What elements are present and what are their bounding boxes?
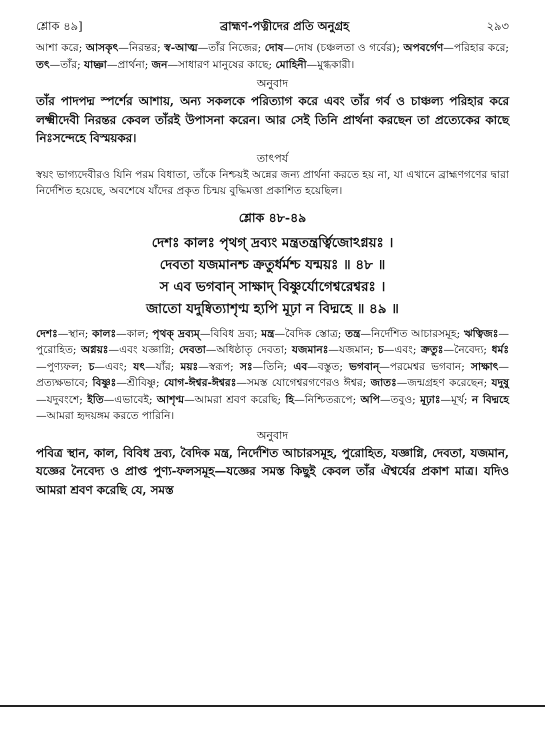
purport-text: স্বয়ং ভাগ্যদেবীরও যিনি পরম বিধাতা, তাঁকে নিশ্চয়ই অন্নের জন্য প্রার্থনা করতে হয় না, যা এখানে ব্রাহ্মণগণের দ্বারা নির্দেশিত হয়েছে, অবশেষে যাঁদের প্রকৃত চিন্ময় বুদ্ধিমত্তা প্রকাশিত হয়েছিল।	[36, 168, 509, 197]
term-meaning: —প্রার্থনা;	[106, 58, 152, 71]
sanskrit-term: অপবর্গেণ	[403, 42, 444, 54]
sanskrit-term: চ	[88, 360, 95, 373]
sanskrit-term: স্ব-আত্ম	[164, 42, 198, 54]
translation-text: পবিত্র স্থান, কাল, বিবিধ দ্রব্য, বৈদিক মন্ত্র, নির্দেশিত আচারসমূহ, পুরোহিত, যজ্ঞাগ্নি, দেবতা, যজমান, যজ্ঞের নৈবেদ্য ও প্রাপ্ত পুণ্য-ফলসমূহ—যজ্ঞের সমস্ত কিছুই কেবল তাঁর ঐশ্বর্যের প্রকাশ মাত্র। যদিও আমরা শ্রবণ করেছি যে, সমস্ত	[36, 445, 509, 497]
term-meaning: —স্থান;	[57, 327, 93, 340]
translation-text: তাঁর পাদপদ্ম স্পর্শের আশায়, অন্য সকলকে পরিত্যাগ করে এবং তাঁর গর্ব ও চাঞ্চল্য পরিহার করে লক্ষ্মীদেবী নিরন্তর কেবল তাঁরই উপাসনা করেন। আর সেই তিনি প্রার্থনা করছেন তা প্রত্যেকের কাছে নিঃসন্দেহে বিস্ময়কর।	[36, 94, 509, 145]
term-meaning: —পরিহার করে;	[443, 42, 509, 54]
term-meaning: —এবং;	[94, 360, 134, 373]
term-meaning: —শ্রীবিষ্ণু;	[116, 377, 164, 389]
term-meaning: —দোষ (চঞ্চলতা ও গর্বের);	[283, 42, 404, 54]
sanskrit-term: ময়ঃ	[180, 360, 199, 373]
sanskrit-term: দোষ	[264, 42, 284, 54]
verse-line: জাতো যদুষ্বিত্যাশৃণ্ম হ্যপি মূঢ়া ন বিদ্মহে ॥ ৪৯ ॥	[146, 300, 399, 317]
sanskrit-term: ভগবান্	[349, 360, 380, 373]
translation-heading: অনুবাদ	[256, 77, 289, 90]
term-meaning: —পুণ্যফল;	[36, 360, 89, 373]
sanskrit-term: এব	[293, 360, 308, 373]
purport-heading: তাৎপর্য	[256, 151, 289, 165]
term-meaning: —প্রত্যক্ষভাবে;	[36, 360, 510, 389]
sanskrit-term: মূঢ়াঃ	[420, 393, 441, 406]
page-bottom-rule	[0, 705, 545, 707]
sanskrit-term: সাক্ষাৎ	[471, 360, 499, 373]
sanskrit-term: ইতি	[87, 393, 104, 406]
sanskrit-term: যজমানঃ	[291, 344, 329, 356]
term-meaning: —এভাবেই;	[103, 393, 157, 406]
term-meaning: —পুরোহিত;	[36, 327, 509, 356]
sanskrit-term: ঋত্বিজঃ	[463, 327, 499, 340]
sanskrit-term: আশৃণ্ম	[156, 393, 185, 406]
term-meaning: আশা করে;	[36, 42, 86, 54]
term-meaning: —মুগ্ধকারী।	[306, 58, 355, 71]
term-meaning: —মূর্খ;	[440, 393, 472, 406]
sanskrit-term: আসকৃৎ	[85, 42, 119, 54]
sanskrit-term: তৎ	[36, 58, 50, 71]
term-meaning: —আমরা হৃদয়ঙ্গম করতে পারিনি।	[36, 410, 175, 422]
term-meaning: —এবং যজ্ঞাগ্নি;	[108, 344, 179, 356]
term-meaning: —নৈবেদ্য;	[443, 344, 492, 356]
sanskrit-term: যোগ-ঈশ্বর-ঈশ্বরঃ	[163, 377, 237, 389]
sanskrit-term: ক্রতুঃ	[420, 344, 444, 356]
sanskrit-term: দেবতা	[178, 344, 206, 356]
sanskrit-term: অপি	[360, 393, 380, 406]
term-meaning: —সাধারণ মানুষের কাছে;	[167, 58, 276, 71]
term-meaning: —অধিষ্ঠাতৃ দেবতা;	[205, 344, 292, 356]
term-meaning: —আমরা শ্রবণ করেছি;	[184, 393, 286, 406]
term-meaning: —বিবিধ দ্রব্য;	[199, 327, 262, 340]
term-meaning: —নিশ্চিতরূপে;	[294, 393, 361, 406]
verse-line: দেশঃ কালঃ পৃথগ্ দ্রব্যং মন্ত্রতন্ত্রর্ত্বিজোঽগ্নয়ঃ ।	[151, 234, 394, 251]
term-meaning: —তিনি;	[252, 360, 294, 373]
sanskrit-term: যদুষু	[491, 377, 509, 389]
term-meaning: —বস্তুত;	[307, 360, 350, 373]
verse-heading: শ্লোক ৪৮-৪৯	[238, 209, 307, 225]
sanskrit-term: জন	[151, 58, 168, 71]
sanskrit-term: চ	[378, 344, 384, 356]
term-meaning: —কাল;	[116, 327, 153, 340]
sanskrit-term: মন্ত্র	[261, 327, 275, 340]
term-meaning: —যজমান;	[328, 344, 378, 356]
running-header	[36, 18, 509, 40]
sanskrit-term: তন্ত্র	[345, 327, 361, 340]
term-meaning: —তাঁর নিজের;	[197, 42, 265, 54]
term-meaning: —এবং;	[383, 344, 421, 356]
sanskrit-term: ধর্মঃ	[491, 344, 510, 356]
term-meaning: —তবুও;	[379, 393, 421, 406]
term-meaning: —যদুবংশে;	[36, 393, 88, 406]
term-meaning: —বৈদিক স্তোত্র;	[274, 327, 346, 340]
sanskrit-term: সঃ	[239, 360, 253, 373]
sanskrit-term: অগ্নয়ঃ	[81, 344, 109, 356]
sanskrit-term: দেশঃ	[36, 327, 58, 340]
term-meaning: —জন্মগ্রহণ করেছেন;	[396, 377, 492, 389]
header-verse-ref: শ্লোক ৪৯]	[36, 19, 83, 33]
sanskrit-term: মোহিনী	[275, 58, 307, 71]
sanskrit-term: হি	[285, 393, 295, 406]
word-meanings-continued	[36, 40, 509, 73]
page-number: ২৯৩	[486, 19, 509, 33]
sanskrit-term: কালঃ	[92, 327, 117, 340]
term-meaning: —স্বরূপ;	[198, 360, 240, 373]
sanskrit-term: যাচ্ঞা	[84, 58, 107, 71]
header-chapter-title: ব্রাহ্মণ-পত্নীদের প্রতি অনুগ্রহ	[220, 19, 350, 33]
verse-line: দেবতা যজমানশ্চ ক্রতুর্ধর্মশ্চ যন্ময়ঃ ॥ ৪৮ ॥	[159, 256, 386, 273]
sanskrit-term: ন বিদ্মহে	[471, 393, 509, 406]
word-meanings	[36, 326, 509, 425]
verse-line: স এব ভগবান্ সাক্ষাদ্ বিষ্ণুর্যোগেশ্বরেশ্বরঃ ।	[159, 278, 386, 295]
term-meaning: —যাঁর;	[145, 360, 181, 373]
sanskrit-term: জাতঃ	[370, 377, 397, 389]
sanskrit-term: বিষ্ণুঃ	[92, 377, 117, 389]
sanskrit-term: যৎ	[133, 360, 146, 373]
term-meaning: —নির্দেশিত আচারসমূহ;	[360, 327, 464, 340]
term-meaning: —নিরন্তর;	[118, 42, 165, 54]
sanskrit-term: পৃথক্ দ্রব্যম্	[152, 327, 200, 340]
book-page	[36, 18, 509, 499]
term-meaning: —সমস্ত যোগেশ্বরগণেরও ঈশ্বর;	[236, 377, 371, 389]
term-meaning: —তাঁর;	[49, 58, 85, 71]
translation-heading: অনুবাদ	[256, 428, 289, 442]
term-meaning: —পরমেশ্বর ভগবান;	[379, 360, 472, 373]
